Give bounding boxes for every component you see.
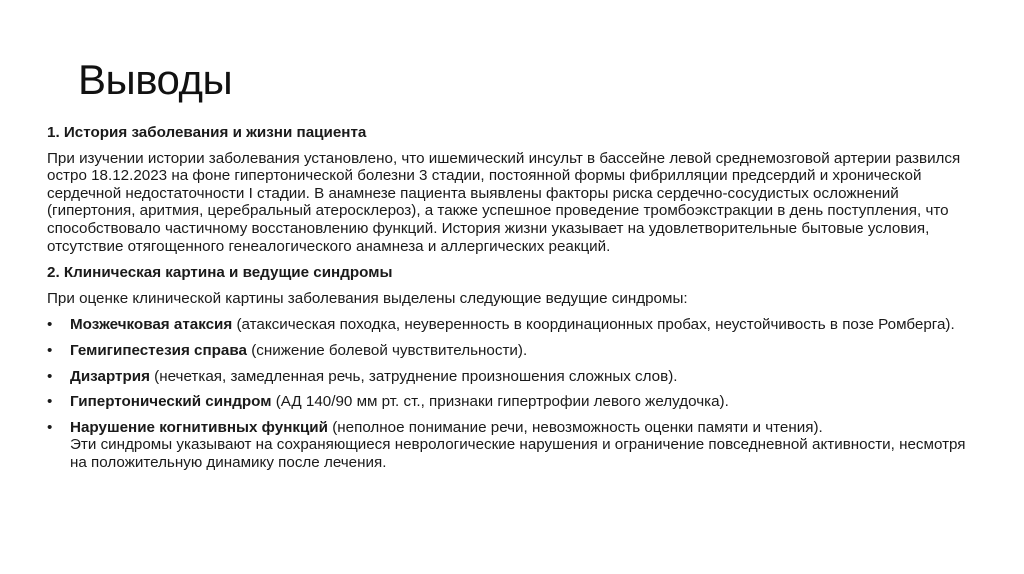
syndrome-description: (АД 140/90 мм рт. ст., признаки гипертрофии левого желудочка). (271, 393, 729, 411)
syndrome-description: (атаксическая походка, неуверенность в координационных пробах, неустойчивость в позе Ромберга). (232, 316, 955, 334)
syndrome-term: Гемигипестезия справа (70, 341, 247, 359)
syndrome-description: (неполное понимание речи, невозможность оценки памяти и чтения). (327, 418, 823, 436)
section-heading-history: 1. История заболевания и жизни пациента (47, 124, 367, 141)
slide-title: Выводы (78, 56, 233, 103)
bullet-icon: • (47, 393, 53, 411)
syndrome-description: (нечеткая, замедленная речь, затруднение произношения сложных слов). (149, 367, 678, 385)
slide-content (47, 124, 977, 480)
list-item (47, 419, 977, 472)
bullet-icon: • (47, 316, 53, 334)
list-item (47, 342, 977, 360)
bullet-icon: • (47, 418, 53, 436)
bullet-icon: • (47, 341, 53, 359)
syndrome-term: Мозжечковая атаксия (70, 316, 233, 334)
syndromes-list (47, 316, 977, 471)
syndrome-term: Гипертонический синдром (70, 393, 272, 411)
list-item (47, 393, 977, 411)
bullet-icon: • (47, 367, 53, 385)
syndromes-intro: При оценке клинической картины заболевания выделены следующие ведущие синдромы: (47, 289, 688, 307)
conclusion-text: Эти синдромы указывают на сохраняющиеся неврологические нарушения и ограничение повседневной активности, несмотря на положительную динамику после лечения. (70, 436, 966, 471)
list-item (47, 368, 977, 386)
list-item (47, 316, 977, 334)
syndrome-term: Нарушение когнитивных функций (70, 418, 328, 436)
section-heading-syndromes: 2. Клиническая картина и ведущие синдромы (47, 264, 393, 282)
syndrome-description: (снижение болевой чувствительности). (246, 341, 528, 359)
history-paragraph: При изучении истории заболевания установлено, что ишемический инсульт в бассейне левой среднемозговой артерии развился остро 18.12.2023 на фоне гипертонической болезни 3 стадии, постоянной формы фибрилляции предсердий и хронической сердечной недостаточности I стадии. В анамнезе пациента выявлены факторы риска сердечно-сосудистых осложнений (гипертония, аритмия, церебральный атеросклероз), а также успешное проведение тромбоэкстракции в день поступления, что способствовало частичному восстановлению функций. История жизни указывает на удовлетворительные бытовые условия, отсутствие отягощенного генеалогического анамнеза и аллергических реакций. (47, 149, 961, 255)
syndrome-term: Дизартрия (70, 367, 150, 385)
